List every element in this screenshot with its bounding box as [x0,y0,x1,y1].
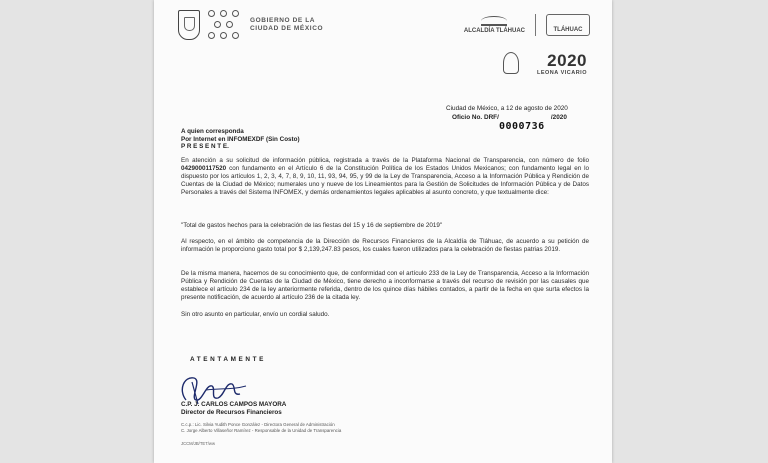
document-meta [446,104,568,132]
leona-vicario-portrait-icon [503,52,519,74]
addressee-line: Por Internet en INFOMEXDF (Sin Costo) [181,135,300,143]
signer-block [181,401,286,417]
addressee-line: P R E S E N T E. [181,143,229,150]
reference-initials: JCCM/JB/TET/ww [181,441,215,446]
alcaldia-emblem-icon [481,16,507,26]
year-logo [495,52,587,76]
document-page [154,0,612,463]
closing-word: ATENTAMENTE [190,356,266,363]
alcaldia-logo [464,16,525,35]
alcaldia-logos [464,14,590,36]
government-logo-text: GOBIERNO DE LA CIUDAD DE MÉXICO [250,17,324,32]
addressee-line: A quien corresponda [181,128,244,135]
shield-icon [178,10,200,40]
ccp-line: C.c.p.: Lic. Silvia Yudith Ponce González - Directora General de Administración [181,422,335,427]
paragraph-closing: Sin otro asunto en particular, envío un cordial saludo. [181,311,330,318]
paragraph-request: En atención a su solicitud de información pública, registrada a través de la Plataforma Nacional de Transparencia, con número de folio 0429000117520 con fundamento en el Artículo 6 de la Constitución Política de los Estados Unidos Mexicanos; con fundamento legal en lo dispuesto por los artículos 1, 2, 3, 4, 7, 8, 9, 10, 11, 93, 94, 95, y 99 de la Ley de Transparencia, Acceso a la Información Pública y Rendición de Cuentas de la Ciudad de México; numerales uno y nueve de los Lineamientos para la Gestión de Solicitudes de Información Pública y de Datos Personales a través del Sistema INFOMEX, y demás ordenamientos legales aplicables al asunto concreto, y que textualmente dice: [181,157,589,196]
signer-name: C.P. J. CARLOS CAMPOS MAYORA [181,401,287,408]
folio-number: 0429000117520 [181,165,227,172]
signer-title: Director de Recursos Financieros [181,409,282,416]
paragraph-rights: De la misma manera, hacemos de su conocimiento que, de conformidad con el artículo 233 de la Ley de Transparencia, Acceso a la Información Pública y Rendición de Cuentas de la Ciudad de México, tiene derecho a inconformarse a través del recurso de revisión por las causales que establece el artículo 234 de la ley anteriormente referida, dentro de los quince días hábiles contados, a partir de la fecha en que surta efectos la presente notificación, de acuerdo al artículo 236 de la citada ley. [181,270,589,301]
addressee [181,128,300,151]
copy-recipients [181,422,341,433]
oficio-label: Oficio No. DRF/ [452,114,499,121]
year-logo-subtitle: LEONA VICARIO [537,70,587,76]
place-date: Ciudad de México, a 12 de agosto de 2020 [446,105,568,112]
oficio-suffix: /2020 [550,114,567,121]
paragraph-answer: Al respecto, en el ámbito de competencia de la Dirección de Recursos Financieros de la Alcaldía de Tláhuac, de acuerdo a su petición de información le proporciono gasto total por $ 2,139,247.83 pesos, los cuales fueron utilizados para la celebración de fiestas patrias 2019. [181,238,589,253]
alcaldia-logo-text: ALCALDÍA TLÁHUAC [463,27,525,34]
oficio-stamp: 0000736 [499,121,545,132]
request-quote: "Total de gastos hechos para la celebración de las fiestas del 15 y 16 de septiembre de 2019" [181,222,443,229]
tlahuac-logo: TLÁHUAC [546,14,590,36]
year-logo-number: 2020 [547,51,587,70]
ccp-line: C. Jorge Alberto Villaseñor Ramírez - Responsable de la Unidad de Transparencia [181,427,342,433]
logo-divider [535,14,536,36]
cdmx-dots-icon [208,10,242,40]
government-logo [178,10,336,40]
